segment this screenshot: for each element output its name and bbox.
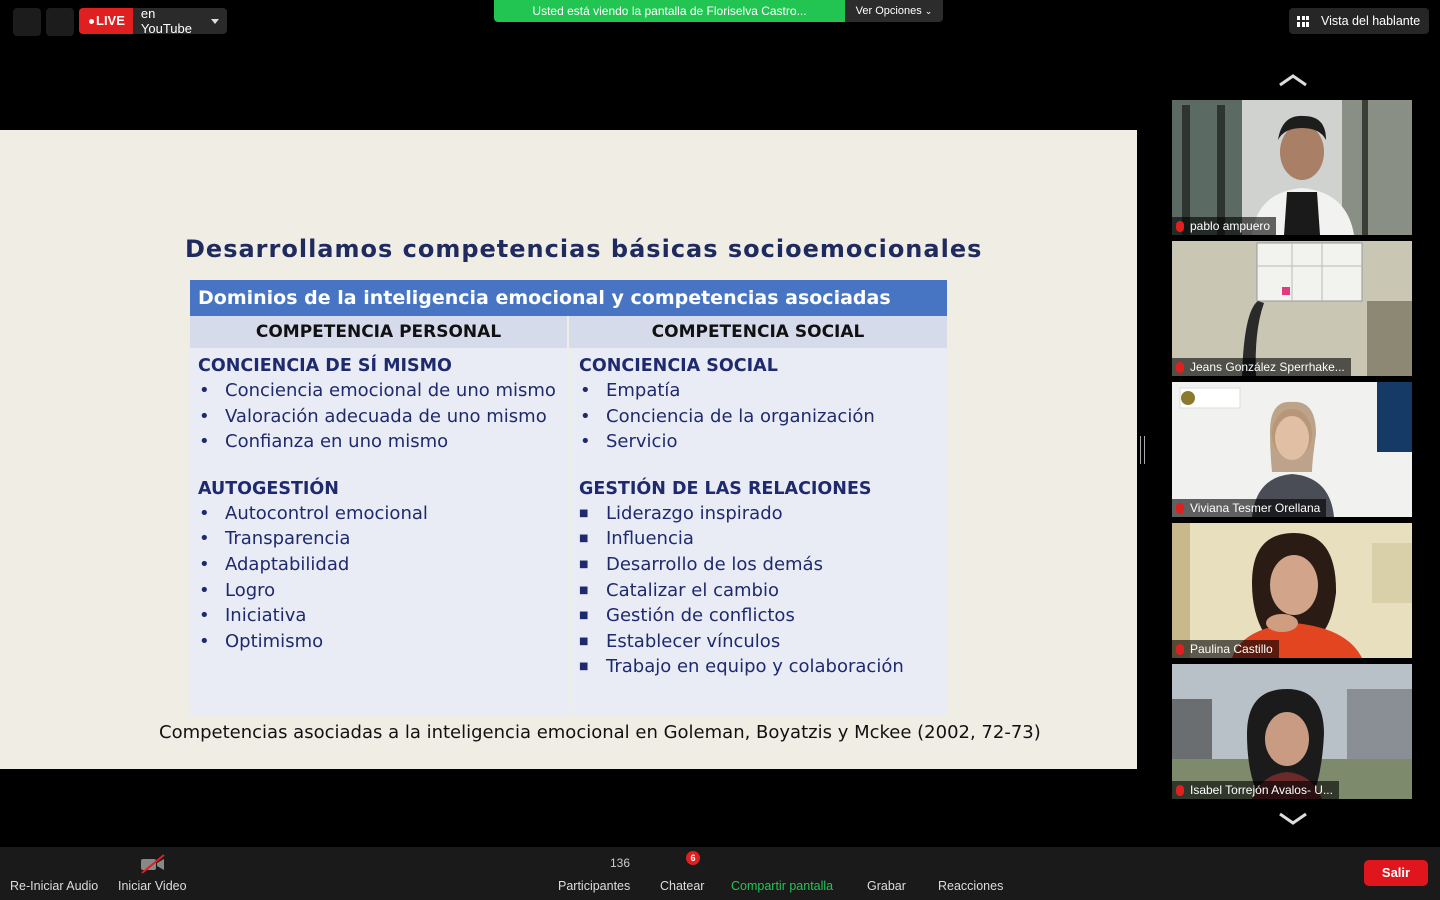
competency-list — [198, 378, 569, 455]
participant-video-tile[interactable] — [1172, 523, 1412, 658]
list-item: • Iniciativa — [198, 603, 569, 629]
video-feed-image — [1172, 523, 1412, 658]
live-dot-icon — [89, 19, 94, 24]
participant-name: Isabel Torrejón Avalos- U... — [1190, 783, 1333, 797]
meeting-toolbar — [0, 847, 1440, 900]
panel-resize-handle[interactable] — [1140, 436, 1145, 464]
reinit-audio-label: Re-Iniciar Audio — [10, 879, 99, 893]
mic-muted-icon — [1176, 221, 1184, 232]
live-badge — [79, 8, 133, 34]
live-stream-control[interactable] — [79, 8, 227, 34]
list-item: • Valoración adecuada de uno mismo — [198, 404, 569, 430]
list-item: • Confianza en uno mismo — [198, 429, 569, 455]
chevron-down-icon: ⌄ — [924, 6, 933, 16]
participant-name: Jeans González Sperrhake... — [1190, 360, 1345, 374]
list-item: ■ Liderazgo inspirado — [579, 501, 947, 527]
shared-screen — [0, 130, 1137, 769]
start-video-label: Iniciar Video — [118, 879, 187, 893]
video-feed-image — [1172, 100, 1412, 235]
live-label: LIVE — [96, 13, 125, 28]
table-body — [190, 348, 947, 716]
social-column — [571, 348, 947, 716]
participants-count: 136 — [610, 856, 631, 870]
competency-list — [579, 378, 947, 455]
participant-name-label — [1172, 358, 1351, 376]
column-personal: COMPETENCIA PERSONAL — [190, 316, 569, 348]
reactions-button[interactable] — [938, 879, 1003, 893]
participants-label: Participantes — [558, 879, 631, 893]
list-item: • Autocontrol emocional — [198, 501, 569, 527]
column-social: COMPETENCIA SOCIAL — [651, 322, 865, 342]
chat-button[interactable] — [660, 879, 704, 893]
share-screen-button[interactable] — [731, 879, 833, 893]
share-screen-label: Compartir pantalla — [731, 879, 834, 893]
mic-muted-icon — [1176, 785, 1184, 796]
chevron-down-icon[interactable] — [1278, 812, 1308, 826]
start-video-button[interactable] — [118, 879, 187, 893]
list-item: ■ Gestión de conflictos — [579, 603, 947, 629]
view-options-label: Ver Opciones — [855, 5, 922, 17]
view-options-button[interactable] — [845, 0, 943, 22]
participant-video-tile[interactable] — [1172, 100, 1412, 235]
grid-icon — [1297, 16, 1309, 27]
list-item: • Logro — [198, 578, 569, 604]
video-feed-image — [1172, 241, 1412, 376]
personal-column — [190, 348, 571, 716]
video-off-icon[interactable] — [140, 854, 166, 874]
section-title: AUTOGESTIÓN — [198, 478, 339, 499]
list-item: • Transparencia — [198, 526, 569, 552]
reactions-label: Reacciones — [938, 879, 1004, 893]
list-item: • Conciencia emocional de uno mismo — [198, 378, 569, 404]
speaker-view-label: Vista del hablante — [1321, 14, 1421, 28]
video-feed-image — [1172, 664, 1412, 799]
list-item: • Servicio — [579, 429, 947, 455]
table-subheader — [190, 316, 947, 348]
participant-name-label — [1172, 499, 1326, 517]
list-item: • Empatía — [579, 378, 947, 404]
section-title: GESTIÓN DE LAS RELACIONES — [579, 478, 872, 499]
video-feed-image — [1172, 382, 1412, 517]
list-item: ■ Influencia — [579, 526, 947, 552]
record-label: Grabar — [867, 879, 906, 893]
participants-button[interactable] — [558, 879, 630, 893]
participant-name-label — [1172, 640, 1279, 658]
participant-name-label — [1172, 781, 1339, 799]
speaker-view-button[interactable] — [1289, 8, 1429, 34]
competency-list — [579, 501, 947, 680]
competency-list — [198, 501, 569, 655]
list-item: ■ Trabajo en equipo y colaboración — [579, 654, 947, 680]
slide-caption: Competencias asociadas a la inteligencia emocional en Goleman, Boyatzis y Mckee (2002, 72-73) — [159, 722, 1041, 743]
chevron-down-icon — [211, 19, 219, 24]
section-title: CONCIENCIA DE SÍ MISMO — [198, 356, 452, 376]
mic-muted-icon — [1176, 362, 1184, 373]
participant-name: Viviana Tesmer Orellana — [1190, 501, 1321, 515]
participant-video-tile[interactable] — [1172, 664, 1412, 799]
list-item: • Conciencia de la organización — [579, 404, 947, 430]
window-control-button[interactable] — [13, 8, 41, 36]
list-item: • Optimismo — [198, 629, 569, 655]
list-item: ■ Desarrollo de los demás — [579, 552, 947, 578]
mic-muted-icon — [1176, 644, 1184, 655]
participant-video-tile[interactable] — [1172, 241, 1412, 376]
window-control-button[interactable] — [46, 8, 74, 36]
participant-name: pablo ampuero — [1190, 219, 1271, 233]
section-title: CONCIENCIA SOCIAL — [579, 356, 778, 376]
chevron-up-icon[interactable] — [1278, 73, 1308, 87]
reinit-audio-button[interactable] — [10, 879, 98, 893]
slide-title: Desarrollamos competencias básicas socioemocionales — [185, 235, 983, 263]
table-header: Dominios de la inteligencia emocional y competencias asociadas — [190, 280, 947, 316]
competencies-table — [190, 280, 947, 716]
participant-video-tile[interactable] — [1172, 382, 1412, 517]
screen-share-notice: Usted está viendo la pantalla de Floriselva Castro... — [494, 0, 845, 22]
participant-name-label — [1172, 217, 1276, 235]
record-button[interactable] — [867, 879, 906, 893]
participant-name: Paulina Castillo — [1190, 642, 1273, 656]
stream-target: en YouTube — [140, 6, 192, 36]
chat-unread-badge: 6 — [686, 851, 700, 865]
chat-label: Chatear — [660, 879, 705, 893]
mic-muted-icon — [1176, 503, 1184, 514]
list-item: ■ Establecer vínculos — [579, 629, 947, 655]
leave-button[interactable]: Salir — [1364, 860, 1428, 886]
list-item: ■ Catalizar el cambio — [579, 578, 947, 604]
list-item: • Adaptabilidad — [198, 552, 569, 578]
